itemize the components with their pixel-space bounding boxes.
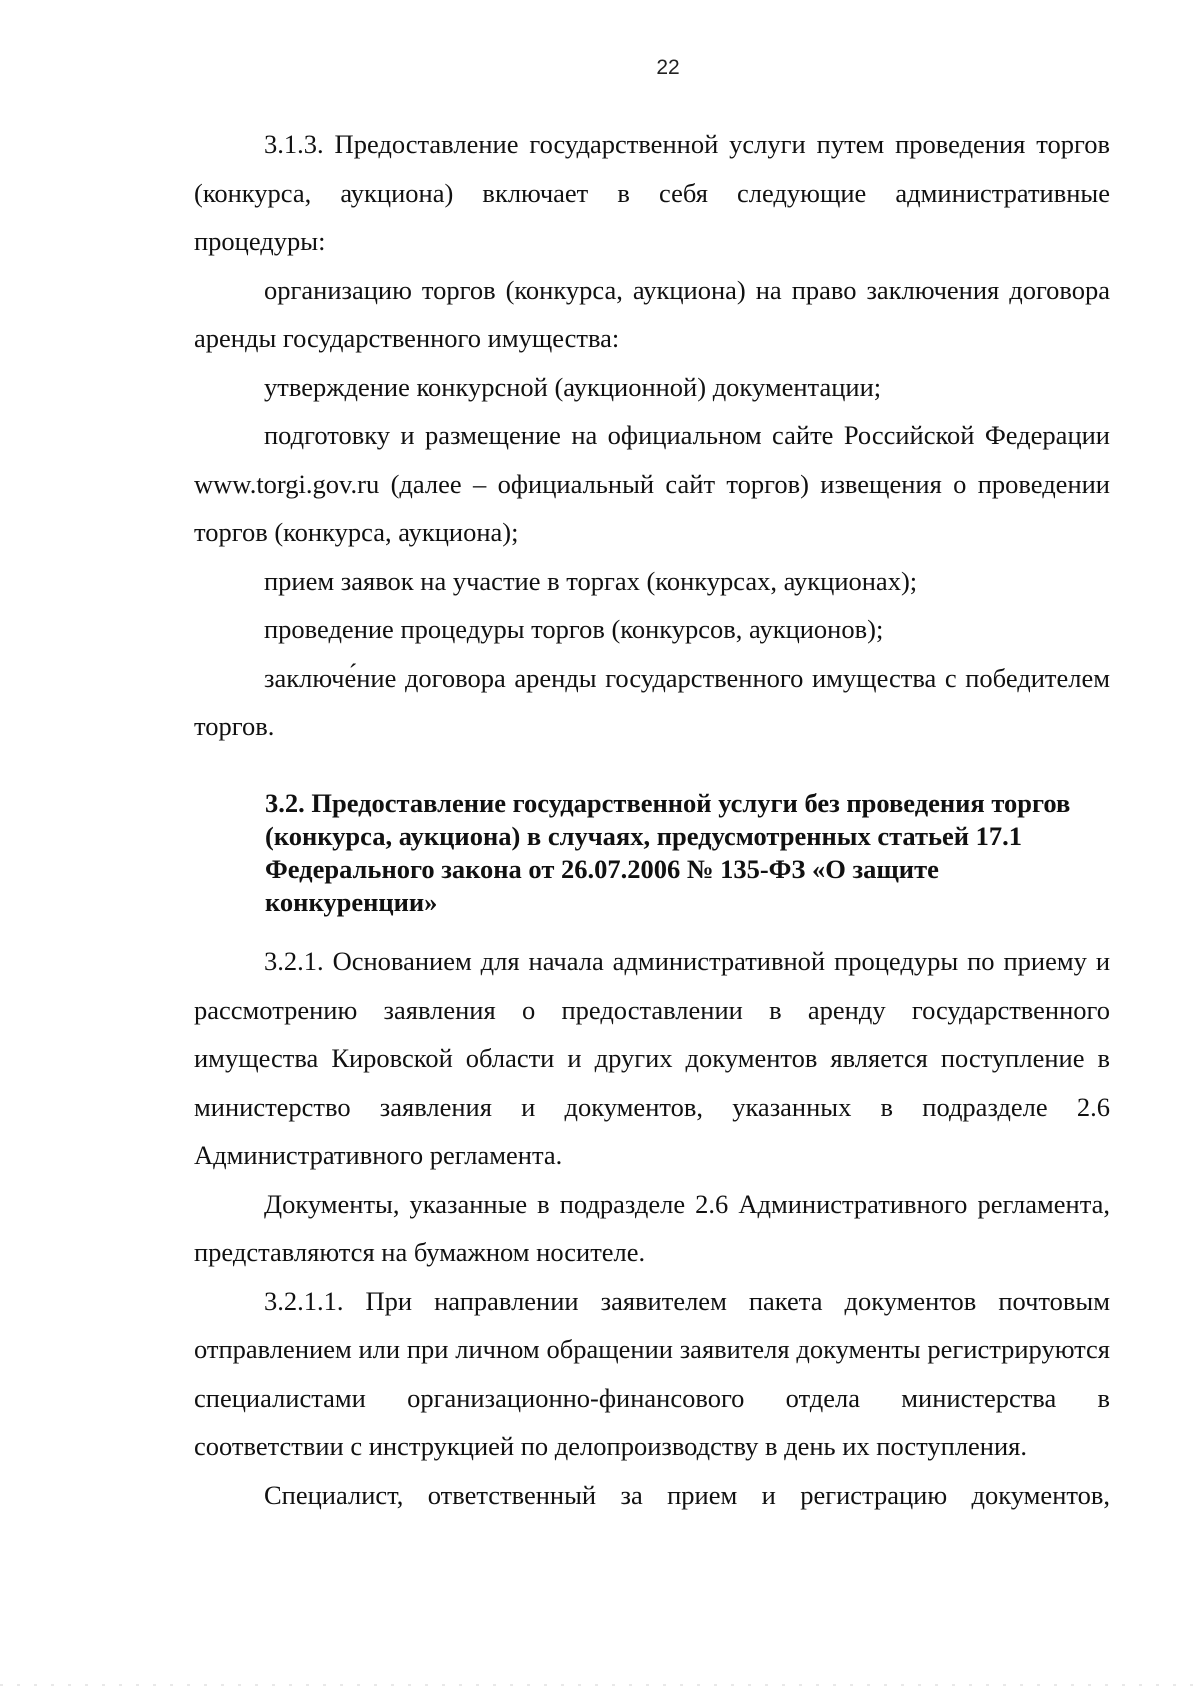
section-3-2-heading: 3.2. Предоставление государственной услуги без проведения торгов (конкурса, аукциона) в случаях, предусмотренных статьей 17.1 Федерального закона от 26.07.2006 № 135-ФЗ «О защите конкуренции»	[265, 788, 1071, 917]
paragraph-organization-of-tenders: организацию торгов (конкурса, аукциона) на право заключения договора аренды государственного имущества:	[194, 274, 1110, 353]
section-3-2	[194, 937, 1110, 1519]
paragraph-specialist-responsible: Специалист, ответственный за прием и регистрацию документов,	[264, 1479, 1110, 1510]
paragraph-acceptance-of-applications: прием заявок на участие в торгах (конкурсах, аукционах);	[264, 565, 918, 596]
paragraph-3-2-1-1: 3.2.1.1. При направлении заявителем пакета документов почтовым отправлением или при личном обращении заявителя документы регистрируются специалистами организационно-финансового отдела министерства в соответствии с инструкцией по делопроизводству в день их поступления.	[194, 1285, 1110, 1461]
paragraph-documents-on-paper: Документы, указанные в подразделе 2.6 Административного регламента, представляются на бумажном носителе.	[194, 1188, 1110, 1267]
paragraph-conducting-tenders: проведение процедуры торгов (конкурсов, аукционов);	[264, 614, 884, 644]
scan-edge-artifact	[0, 1684, 1200, 1686]
paragraph-approval-of-documentation: утверждение конкурсной (аукционной) документации;	[264, 371, 882, 402]
section-3-1-3	[194, 120, 1110, 751]
paragraph-3-2-1: 3.2.1. Основанием для начала административной процедуры по приему и рассмотрению заявления о предоставлении в аренду государственного имущества Кировской области и других документов является поступление в министерство заявления и документов, указанных в подразделе 2.6 Административного регламента.	[194, 946, 1110, 1170]
paragraph-conclusion-of-contract: заключе́ние договора аренды государственного имущества с победителем торгов.	[194, 662, 1110, 741]
paragraph-3-1-3-intro: 3.1.3. Предоставление государственной услуги путем проведения торгов (конкурса, аукциона) включает в себя следующие административные процедуры:	[194, 129, 1110, 256]
page-number: 22	[656, 56, 680, 79]
paragraph-preparation-and-posting: подготовку и размещение на официальном сайте Российской Федерации www.torgi.gov.ru (далее – официальный сайт торгов) извещения о проведении торгов (конкурса, аукциона);	[194, 420, 1110, 547]
